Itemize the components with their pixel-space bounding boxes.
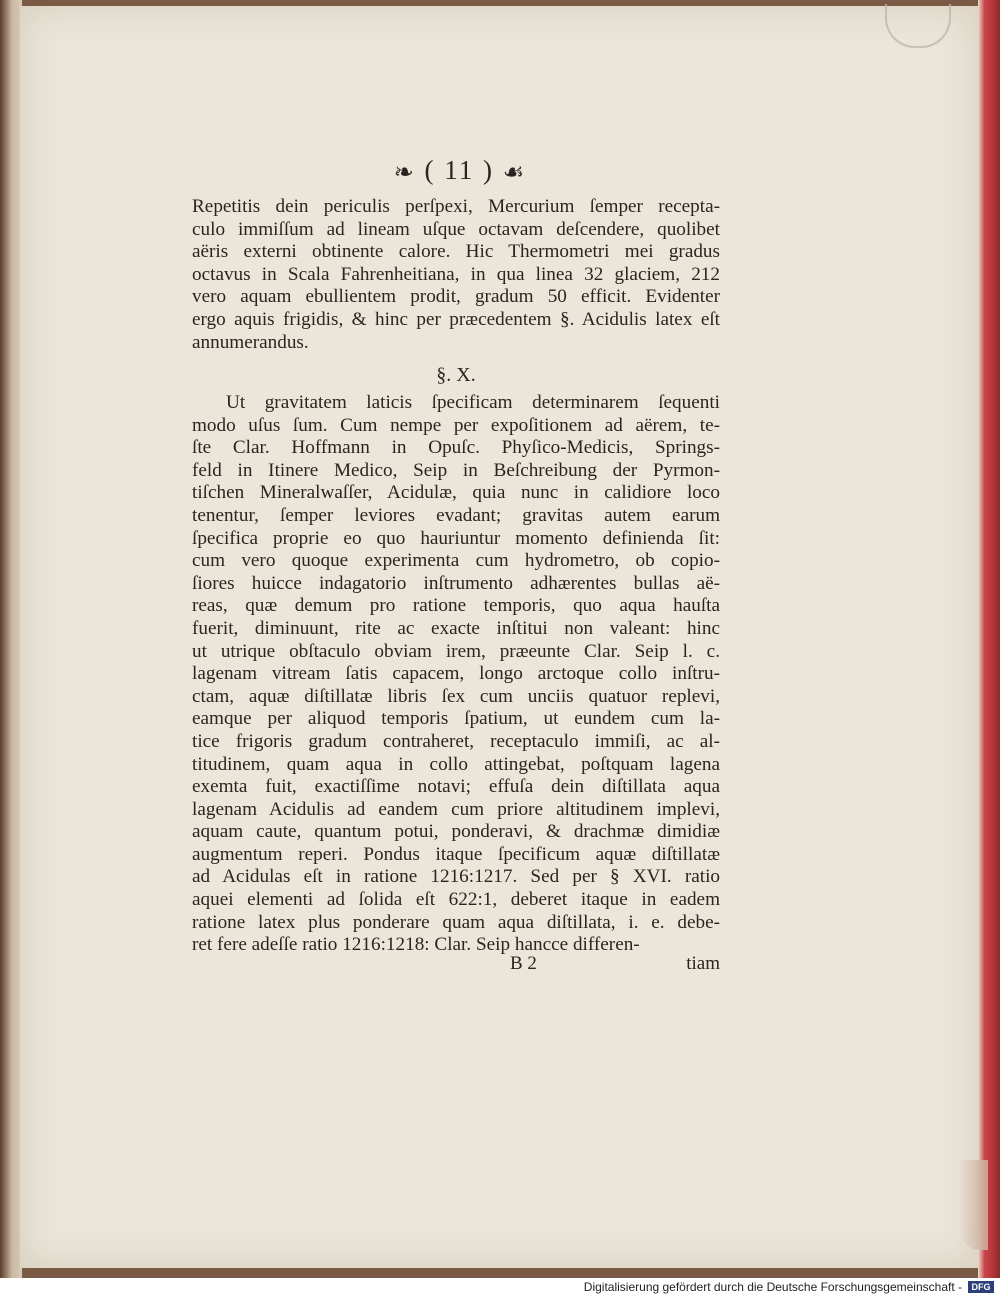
text-line: ctam, aquæ diſtillatæ libris ſex cum unciis quatuor replevi, bbox=[192, 685, 720, 707]
text-line: aëris externi obtinente calore. Hic Thermometri mei gradus bbox=[192, 241, 720, 263]
text-line: vero aquam ebullientem prodit, gradum 50 efficit. Evidenter bbox=[192, 286, 720, 308]
text-line: ſpecifica proprie eo quo hauriuntur momento definienda ſit: bbox=[192, 527, 720, 549]
text-line: ut utrique obſtaculo obviam irem, præeunte Clar. Seip l. c. bbox=[192, 640, 720, 662]
text-line: augmentum reperi. Pondus itaque ſpecificum aquæ diſtillatæ bbox=[192, 843, 720, 865]
text-line: ergo aquis frigidis, & hinc per præcedentem §. Acidulis latex eſt bbox=[192, 308, 720, 330]
page-corner-curl bbox=[960, 1160, 988, 1250]
text-line: fuerit, diminuunt, rite ac exacte inſtitui non valeant: hinc bbox=[192, 617, 720, 639]
text-line: Ut gravitatem laticis ſpecificam determinarem ſequenti bbox=[226, 392, 720, 413]
page-number: ( 11 ) bbox=[424, 155, 495, 185]
footer-credit: Digitalisierung gefördert durch die Deutsche Forschungsgemeinschaft - bbox=[583, 1280, 962, 1294]
text-line: aquei elementi ad ſolida eſt 622:1, deberet itaque in eadem bbox=[192, 889, 720, 911]
text-line: culo immiſſum ad lineam uſque octavam deſcendere, quolibet bbox=[192, 218, 720, 240]
text-line: aquam caute, quantum potui, ponderavi, & drachmæ dimidiæ bbox=[192, 821, 720, 843]
text-line: tice frigoris gradum contraheret, receptaculo immiſi, ac al- bbox=[192, 730, 720, 752]
page-header bbox=[190, 155, 730, 187]
text-line: Repetitis dein periculis perſpexi, Mercurium ſemper recepta- bbox=[192, 196, 720, 217]
catchword: tiam bbox=[686, 953, 720, 974]
text-line: octavus in Scala Fahrenheitiana, in qua linea 32 glaciem, 212 bbox=[192, 263, 720, 285]
section-heading: §. X. bbox=[436, 364, 476, 386]
text-line: feld in Itinere Medico, Seip in Beſchreibung der Pyrmon- bbox=[192, 459, 720, 481]
left-book-edge bbox=[0, 0, 22, 1278]
text-line: cum vero quoque experimenta cum hydrometro, ob copio- bbox=[192, 550, 720, 572]
right-ornament-icon: ☙ bbox=[502, 160, 527, 187]
signature-mark: B 2 bbox=[510, 953, 537, 974]
text-line: tiſchen Mineralwaſſer, Acidulæ, quia nunc in calidiore loco bbox=[192, 482, 720, 504]
text-line: ratione latex plus ponderare quam aqua diſtillata, i. e. debe- bbox=[192, 911, 720, 933]
text-line: ſiores huicce indagatorio inſtrumento adhærentes bullas aë- bbox=[192, 572, 720, 594]
text-line: modo uſus ſum. Cum nempe per expoſitionem ad aërem, te- bbox=[192, 414, 720, 436]
digitization-footer bbox=[0, 1278, 1000, 1297]
text-line: ad Acidulas eſt in ratione 1216:1217. Sed per § XVI. ratio bbox=[192, 866, 720, 888]
paragraph-1 bbox=[192, 196, 720, 354]
text-line: ſte Clar. Hoffmann in Opuſc. Phyſico-Medicis, Springs- bbox=[192, 437, 720, 459]
text-line: eamque per aliquod temporis ſpatium, ut eundem cum la- bbox=[192, 708, 720, 730]
text-line: exemta fuit, exactiſſime notavi; effuſa dein diſtillata aqua bbox=[192, 776, 720, 798]
paragraph-2 bbox=[192, 392, 720, 957]
text-line: tenentur, ſemper leviores evadant; gravitas autem earum bbox=[192, 504, 720, 526]
dfg-logo: DFG bbox=[968, 1281, 994, 1293]
text-line: ret fere adeſſe ratio 1216:1218: Clar. Seip hancce differen- bbox=[192, 934, 640, 956]
text-line: lagenam vitream ſatis capacem, longo arctoque collo inſtru- bbox=[192, 663, 720, 685]
text-line: annumerandus. bbox=[192, 331, 309, 353]
left-ornament-icon: ❧ bbox=[393, 160, 416, 187]
text-line: lagenam Acidulis ad eandem cum priore altitudinem implevi, bbox=[192, 798, 720, 820]
red-binding-edge bbox=[978, 0, 1000, 1278]
text-line: reas, quæ demum pro ratione temporis, quo aqua hauſta bbox=[192, 595, 720, 617]
text-line: titudinem, quam aqua in collo attingebat, poſtquam lagena bbox=[192, 753, 720, 775]
